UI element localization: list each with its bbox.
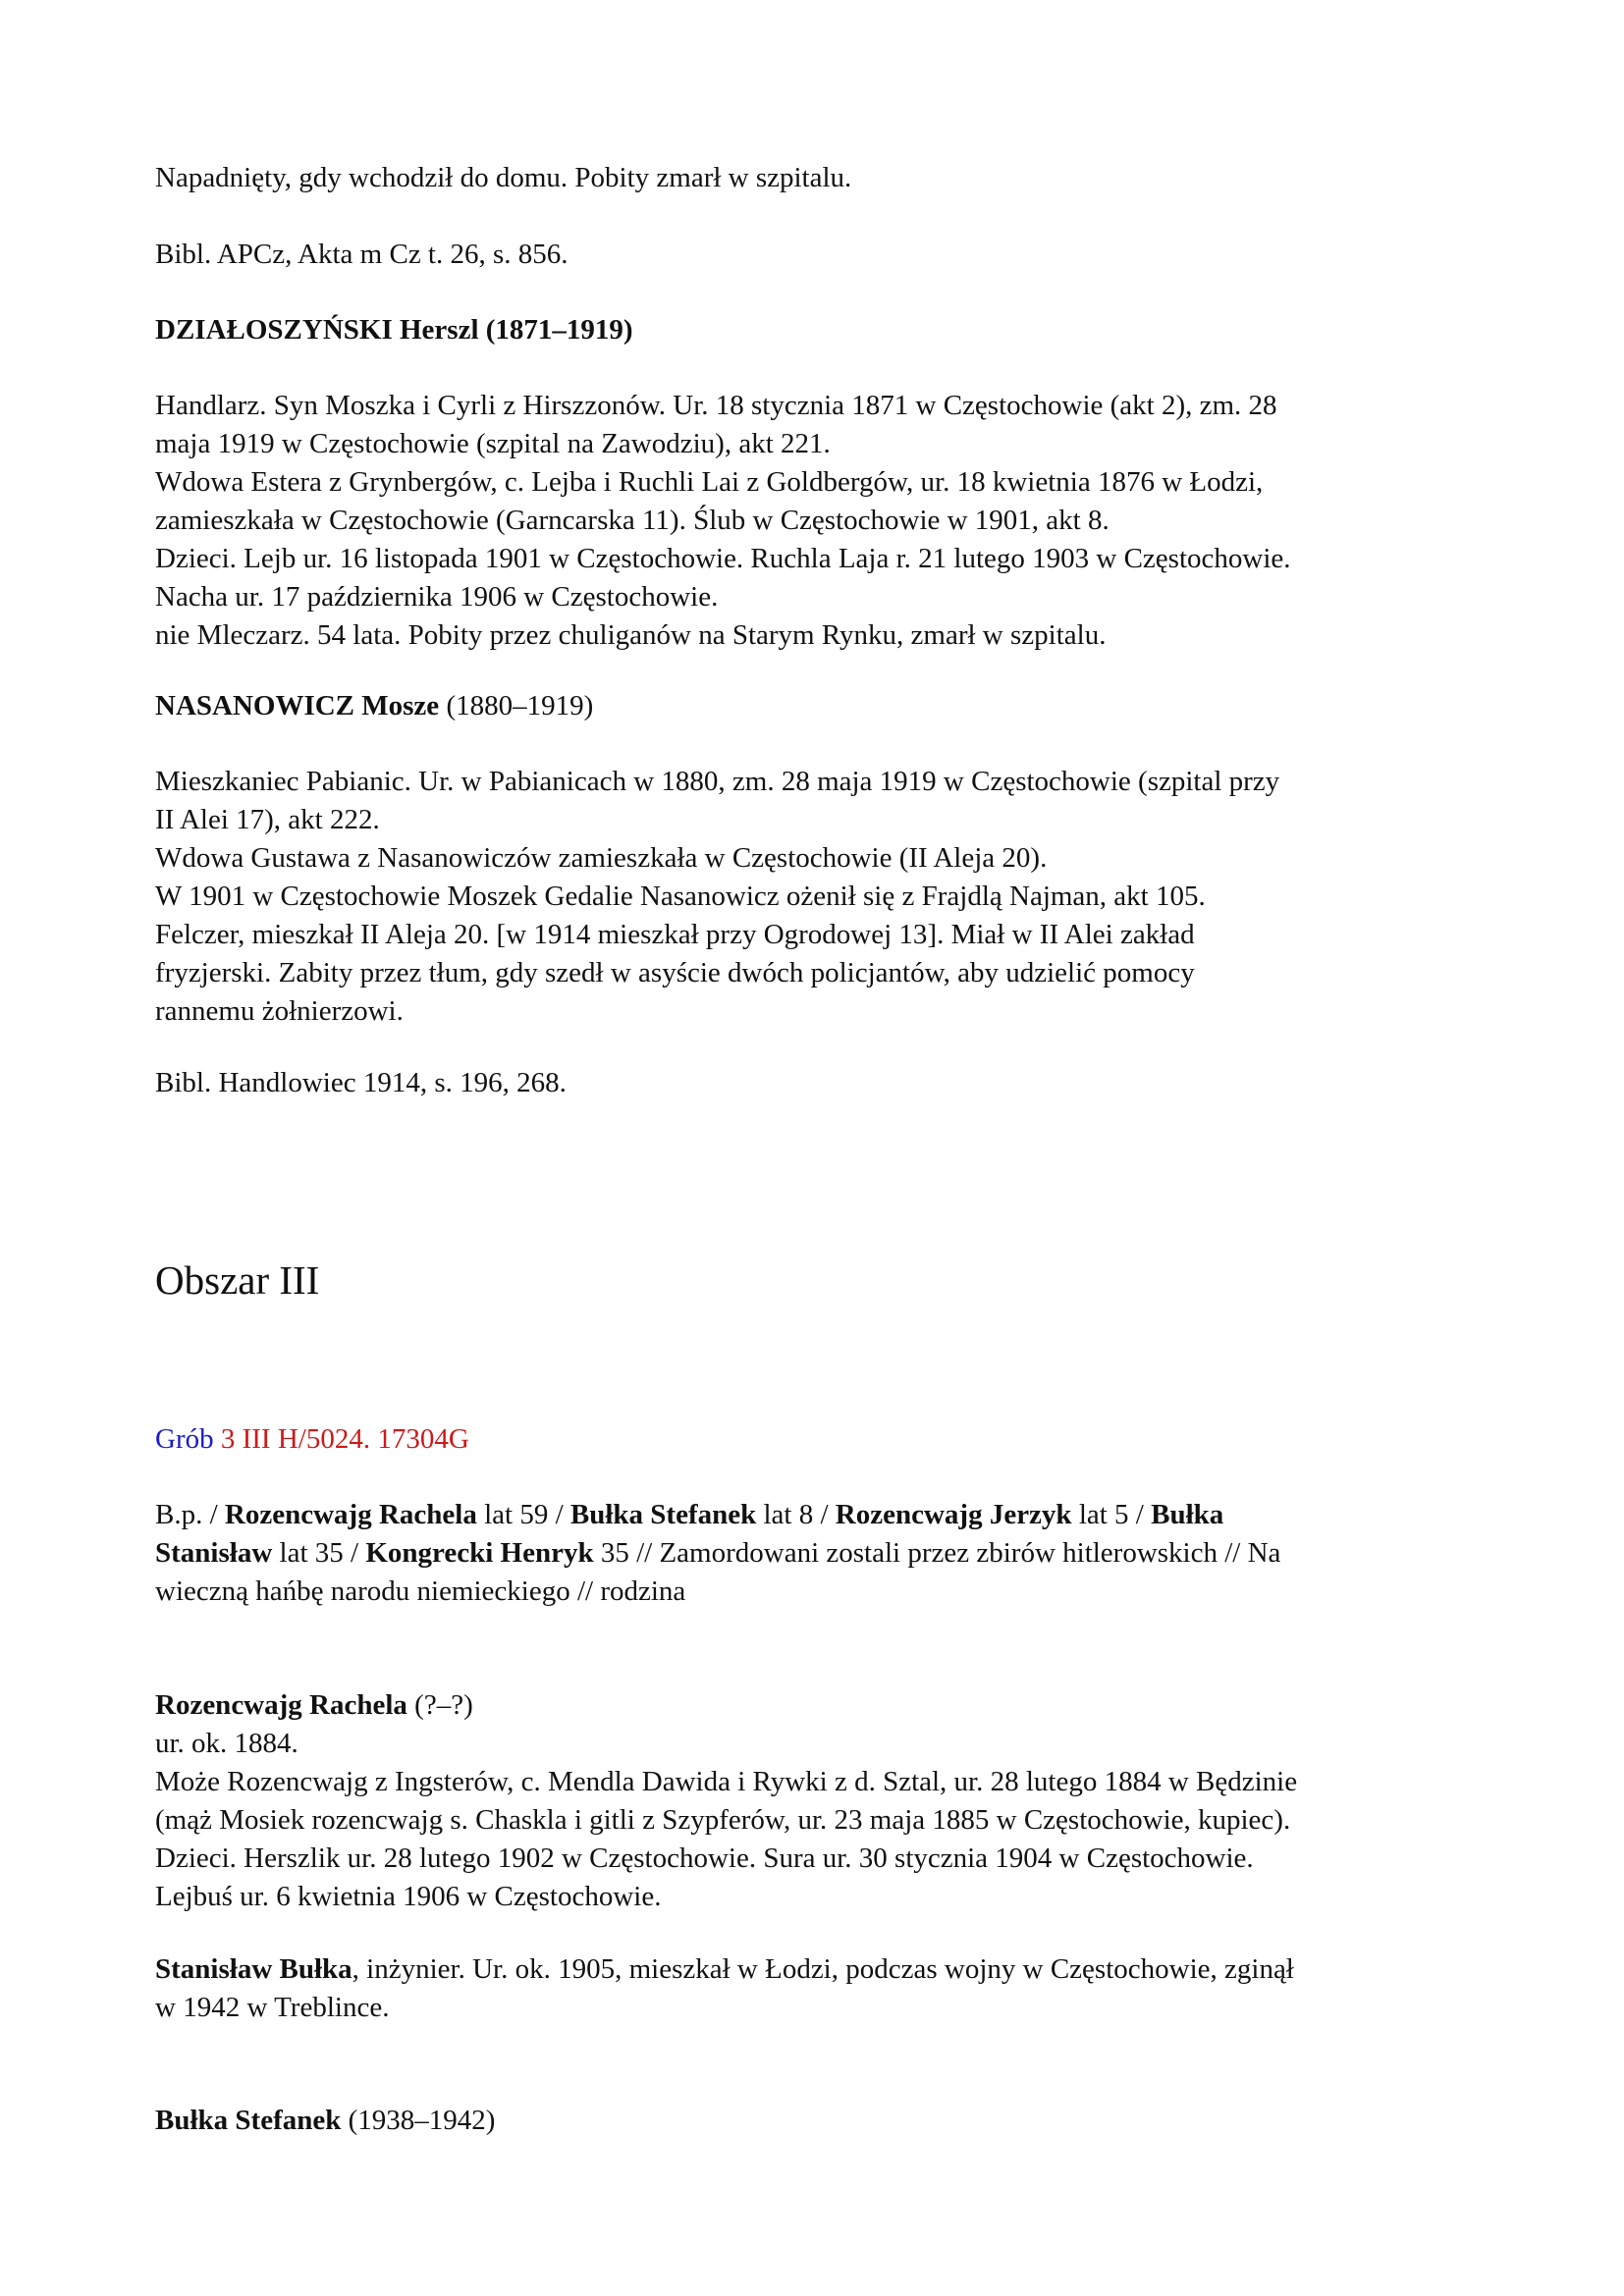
text-line: zamieszkała w Częstochowie (Garncarska 11). Ślub w Częstochowie w 1901, akt 8.	[155, 505, 1110, 536]
grave-prefix: Grób	[155, 1423, 214, 1455]
entry-years: (1938–1942)	[341, 2105, 496, 2136]
entry-nasanowicz	[155, 687, 1490, 725]
text-line: II Alei 17), akt 222.	[155, 804, 380, 835]
entry-bulka-stefanek	[155, 2102, 1490, 2140]
entry-name: Rozencwajg Rachela	[155, 1689, 407, 1721]
entry-stanislaw-bulka	[155, 1950, 1490, 2027]
inscription-text: B.p. /	[155, 1499, 225, 1530]
text-line: Dzieci. Herszlik ur. 28 lutego 1902 w Częstochowie. Sura ur. 30 stycznia 1904 w Częstochowie.	[155, 1842, 1254, 1874]
text-line: Felczer, mieszkał II Aleja 20. [w 1914 mieszkał przy Ogrodowej 13]. Miał w II Alei zakład	[155, 919, 1195, 950]
entry-years: (1880–1919)	[439, 690, 594, 721]
text-line: fryzjerski. Zabity przez tłum, gdy szedł w asyście dwóch policjantów, aby udzielić pomocy	[155, 957, 1195, 988]
text-line: Lejbuś ur. 6 kwietnia 1906 w Częstochowie.	[155, 1881, 662, 1912]
entry-years: (?–?)	[406, 1689, 473, 1721]
text-line: (mąż Mosiek rozencwajg s. Chaskla i gitli z Szypferów, ur. 23 maja 1885 w Częstochowie, kupiec).	[155, 1804, 1291, 1836]
text-line: rannemu żołnierzowi.	[155, 995, 404, 1027]
bibliography: Bibl. Handlowiec 1914, s. 196, 268.	[155, 1067, 567, 1098]
entry-name: Stanisław Bułka	[155, 1953, 352, 1985]
text-line: maja 1919 w Częstochowie (szpital na Zawodziu), akt 221.	[155, 428, 831, 459]
bibliography: Bibl. APCz, Akta m Cz t. 26, s. 856.	[155, 239, 568, 270]
inscription-text: wieczną hańbę narodu niemieckiego // rodzina	[155, 1575, 686, 1607]
grave-id: 3 III H/5024. 17304G	[213, 1423, 469, 1455]
inscription-name: Rozencwajg Jerzyk	[835, 1499, 1072, 1530]
text-line: , inżynier. Ur. ok. 1905, mieszkał w Łodzi, podczas wojny w Częstochowie, zginął	[352, 1953, 1294, 1985]
text-line: Mieszkaniec Pabianic. Ur. w Pabianicach w 1880, zm. 28 maja 1919 w Częstochowie (szpital przy	[155, 766, 1280, 797]
inscription-text: 35 // Zamordowani zostali przez zbirów hitlerowskich // Na	[593, 1537, 1281, 1569]
text-line: nie Mleczarz. 54 lata. Pobity przez chuliganów na Starym Rynku, zmarł w szpitalu.	[155, 619, 1107, 651]
text-line: Wdowa Estera z Grynbergów, c. Lejba i Ruchli Lai z Goldbergów, ur. 18 kwietnia 1876 w Łodzi,	[155, 466, 1264, 498]
entry-nasanowicz-body	[155, 763, 1490, 1031]
inscription-name: Rozencwajg Rachela	[224, 1499, 477, 1530]
text-line: Może Rozencwajg z Ingsterów, c. Mendla Dawida i Rywki z d. Sztal, ur. 28 lutego 1884 w Będzinie	[155, 1766, 1298, 1797]
grave-header	[155, 1420, 1490, 1459]
text-line: Handlarz. Syn Moszka i Cyrli z Hirszzonów. Ur. 18 stycznia 1871 w Częstochowie (akt 2), zm. 28	[155, 390, 1277, 421]
inscription	[155, 1496, 1490, 1611]
section-heading: Obszar III	[155, 1257, 320, 1303]
entry-title: DZIAŁOSZYŃSKI Herszl (1871–1919)	[155, 314, 633, 346]
entry-name: NASANOWICZ Mosze	[155, 690, 440, 721]
paragraph: Napadnięty, gdy wchodził do domu. Pobity zmarł w szpitalu.	[155, 162, 852, 193]
inscription-text: lat 8 /	[756, 1499, 836, 1530]
inscription-text: lat 5 /	[1071, 1499, 1152, 1530]
text-line: Nacha ur. 17 października 1906 w Częstochowie.	[155, 581, 719, 613]
inscription-name: Stanisław	[155, 1537, 273, 1569]
inscription-name: Bułka Stefanek	[569, 1499, 757, 1530]
text-line: W 1901 w Częstochowie Moszek Gedalie Nasanowicz ożenił się z Frajdlą Najman, akt 105.	[155, 881, 1206, 912]
inscription-text: lat 35 /	[272, 1537, 366, 1569]
text-line: ur. ok. 1884.	[155, 1728, 298, 1759]
entry-dzialoszynski-body	[155, 387, 1490, 655]
entry-name: Bułka Stefanek	[155, 2105, 342, 2136]
text-line: Dzieci. Lejb ur. 16 listopada 1901 w Częstochowie. Ruchla Laja r. 21 lutego 1903 w Częstochowie.	[155, 543, 1291, 574]
text-line: Wdowa Gustawa z Nasanowiczów zamieszkała w Częstochowie (II Aleja 20).	[155, 842, 1048, 874]
entry-rozencwajg	[155, 1686, 1490, 1916]
inscription-name: Kongrecki Henryk	[365, 1537, 594, 1569]
inscription-text: lat 59 /	[476, 1499, 570, 1530]
entry-dzialoszynski	[155, 311, 1490, 349]
inscription-name: Bułka	[1151, 1499, 1224, 1530]
text-line: w 1942 w Treblince.	[155, 1992, 390, 2023]
